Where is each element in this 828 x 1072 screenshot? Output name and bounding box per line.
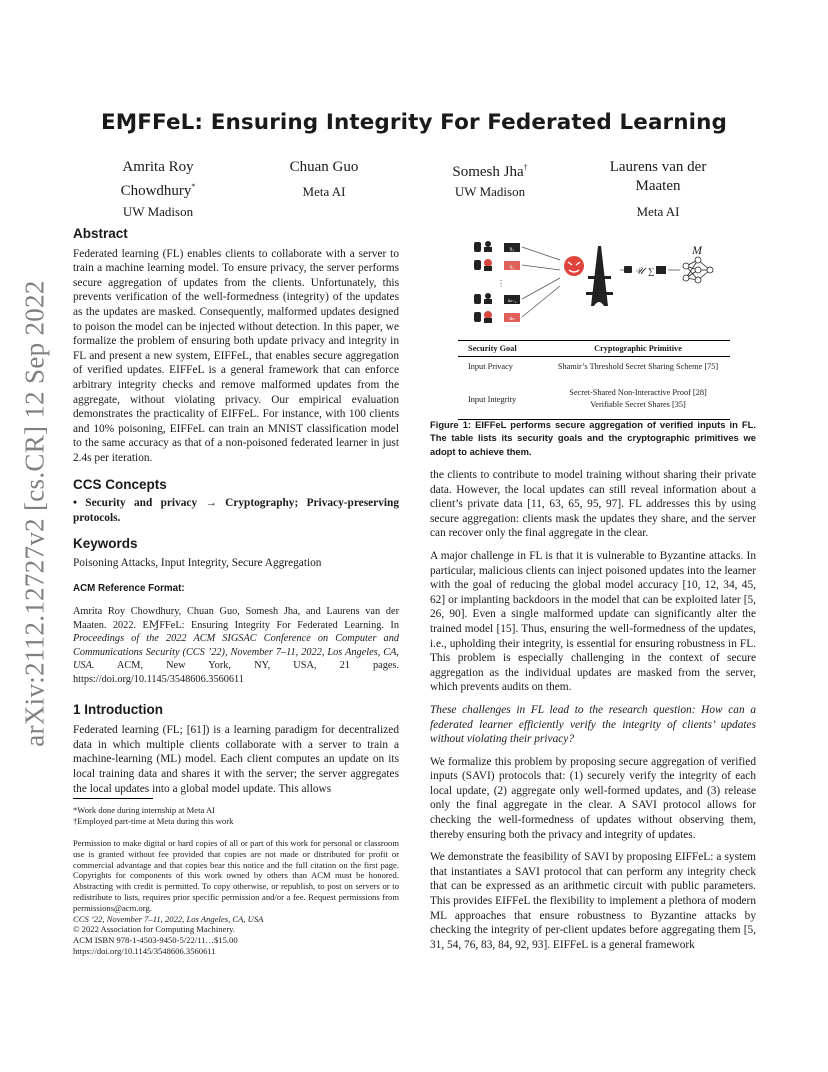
permission-isbn: ACM ISBN 978-1-4503-9450-5/22/11…$15.00 — [73, 935, 238, 946]
database-icon — [474, 260, 481, 270]
footnote-rule — [73, 798, 153, 799]
author-4 — [592, 158, 724, 196]
footnote-1: *Work done during internship at Meta AI — [73, 805, 216, 815]
malicious-server-icon — [564, 256, 584, 276]
introduction-heading: 1 Introduction — [73, 701, 163, 717]
ellipsis: ⋮ — [497, 279, 505, 288]
model-label: M — [692, 243, 702, 257]
author-3-footnote-mark: † — [523, 163, 528, 172]
footnotes — [73, 805, 399, 827]
client-n-group — [474, 311, 520, 323]
permission-block — [73, 838, 399, 957]
arxiv-identifier: arXiv:2112.12727v2 [cs.CR] 12 Sep 2022 — [19, 280, 50, 747]
ccs-heading: CCS Concepts — [73, 476, 167, 492]
author-4-affiliation: Meta AI — [636, 204, 680, 219]
lock-icon — [624, 266, 632, 273]
table-header: Cryptographic Primitive — [594, 343, 682, 353]
abstract-text: Federated learning (FL) enables clients to collaborate with a server to train a machine learning model. To ensure privacy, the server performs secure aggregation of updates from the clients. Unfortunately, this prevents verification of the well-formedness (integrity) of the updates as the updates are masked. Consequently, malformed updates designed to poison the model can be injected without detection. In this paper, we formalize the problem of ensuring both update privacy and integrity in FL and present a new system, EIFFeL, that enables secure aggregation of verified updates. EIFFeL is a general framework that can enforce arbitrary integrity checks and remove malformed updates from the aggregate, without violating privacy. Our empirical evaluation demonstrates the practicality of EIFFeL. For instance, with 100 clients and 10% poisoning, EIFFeL can train an MNIST classification model to the same accuracy as that of a non-poisoned federated learner in just 2.4s per iteration. — [73, 247, 399, 464]
author-3-name: Somesh Jha — [452, 164, 524, 180]
client-2-group — [474, 259, 520, 271]
aggregate-group — [624, 266, 666, 277]
author-2-affiliation: Meta AI — [302, 184, 346, 199]
table-row — [458, 381, 730, 419]
table-header-row — [458, 341, 730, 356]
table-cell-line: Secret-Shared Non-Interactive Proof [28] — [569, 388, 707, 398]
acm-ref-text-b: Proceedings of the 2022 ACM SIGSAC Conference on Computer and Communications Security (CCS ’22), November 7–11, 2022, Los Angeles, CA, USA. — [73, 633, 399, 672]
devil-icon — [484, 259, 492, 267]
update-label-n: uₙ — [509, 316, 515, 322]
abstract-heading: Abstract — [73, 226, 128, 241]
table-cell: Shamir’s Threshold Secret Sharing Scheme [75] — [557, 362, 719, 372]
author-1-affiliation: UW Madison — [122, 204, 194, 219]
table-cell-line: Verifiable Secret Shares [35] — [590, 400, 686, 410]
client-1-group — [474, 241, 520, 253]
author-3 — [428, 158, 552, 182]
left-column — [73, 227, 399, 804]
introduction-text: Federated learning (FL; [61]) is a learning paradigm for decentralized data in which multiple clients collaborate with a server to train a machine-learning (ML) model. Each client computes an update on its local training data and shares it with the server; the server aggregates the local updates into a global model update. This allows — [73, 724, 399, 795]
author-3-affiliation: UW Madison — [454, 184, 526, 199]
paper-title: EⱮFFeL: Ensuring Integrity For Federated Learning — [100, 110, 728, 135]
figure-1-svg — [470, 236, 730, 336]
neural-network-icon — [683, 257, 713, 283]
database-icon — [474, 242, 481, 252]
figure-1-diagram — [470, 236, 730, 336]
acm-ref-text-c: ACM, New York, NY, USA, 21 pages. https://doi.org/10.1145/3548606.3560611 — [73, 660, 399, 686]
eiffel-tower-icon — [586, 246, 613, 306]
author-1-footnote-mark: * — [191, 182, 196, 191]
table-header: Security Goal — [468, 343, 517, 353]
acm-ref-text — [73, 605, 399, 687]
author-1-name-line2: Chowdhury — [120, 183, 192, 199]
table-row — [458, 356, 730, 381]
author-4-name-line2: Maaten — [635, 178, 681, 194]
paragraph-3: These challenges in FL lead to the research question: How can a federated learner efficiently verify the integrity of clients’ updates without violating their privacy? — [430, 703, 756, 746]
author-1 — [96, 158, 220, 201]
permission-doi: https://doi.org/10.1145/3548606.3560611 — [73, 945, 216, 956]
figure-1-table — [458, 340, 730, 420]
author-2-name: Chuan Guo — [289, 159, 359, 175]
update-label-1: u₁ — [509, 246, 515, 253]
author-1-name-line1: Amrita Roy — [122, 159, 194, 175]
paragraph-4: We formalize this problem by proposing secure aggregation of verified inputs (SAVI) protocols that: (1) securely verify the integrity of each local update, (2) aggregate only well-formed updates, and (3) release only the final aggregate in the clear. A SAVI protocol allows for checking the well-formedness of updates without observing them, thereby ensuring both the privacy and integrity of updates. — [430, 755, 756, 841]
client-n-1-group — [474, 293, 520, 304]
update-label-n-1: uₙ₋₁ — [507, 299, 517, 304]
paragraph-1: the clients to contribute to model training without sharing their private data. However, the local updates can still reveal information about a client’s private data [11, 63, 65, 95, 97]. FL addresses this by using secure aggregation: clients mask the updates they share, and the server can recover only the final aggregate in the clear. — [430, 469, 756, 540]
keywords-text: Poisoning Attacks, Input Integrity, Secure Aggregation — [73, 556, 322, 569]
database-icon — [474, 312, 481, 322]
permission-text: Permission to make digital or hard copies of all or part of this work for personal or classroom use is granted without fee provided that copies are not made or distributed for profit or commercial advantage and that copies bear this notice and the full citation on the first page. Copyrights for components of this work owned by others than ACM must be honored. Abstracting with credit is permitted. To copy otherwise, or republish, to post on servers or to redistribute to lists, requires prior specific permission and/or a fee. Request permissions from permissions@acm.org. — [73, 838, 399, 913]
database-icon — [474, 294, 481, 304]
figure-1-caption: Figure 1: EIFFeL performs secure aggregation of verified inputs in FL. The table lists its security goals and the cryptographic primitives we adopt to achieve them. — [430, 419, 756, 457]
right-column — [430, 468, 756, 960]
person-icon — [485, 241, 491, 247]
table-cell: Input Privacy — [468, 362, 513, 372]
table-cell — [546, 381, 730, 419]
permission-venue: CCS ’22, November 7–11, 2022, Los Angeles, CA, USA — [73, 913, 264, 924]
devil-icon — [484, 311, 492, 319]
person-icon — [485, 293, 491, 299]
update-label-2: u₂ — [509, 264, 515, 271]
sum-symbol: ∑ — [648, 266, 655, 276]
keywords-heading: Keywords — [73, 536, 138, 552]
permission-copyright: © 2022 Association for Computing Machinery. — [73, 924, 236, 935]
author-4-name-line1: Laurens van der — [609, 159, 707, 175]
paragraph-5: We demonstrate the feasibility of SAVI by proposing EIFFeL: a system that instantiates a SAVI protocol that can perform any integrity check that can be expressed as an arithmetic circuit with public parameters. This provides EIFFeL the flexibility to implement a plethora of modern ML approaches that ensure robustness to Byzantine attacks by checking the integrity of per-client updates before aggregating them [5, 31, 54, 76, 83, 84, 92, 93]. EIFFeL is a general framework — [430, 851, 756, 951]
svg-text:𝒰: 𝒰 — [635, 266, 644, 277]
acm-ref-text-a: Amrita Roy Chowdhury, Chuan Guo, Somesh Jha, and Laurens van der Maaten. 2022. EⱮFFeL: Ensuring Integrity For Federated Learning. In — [73, 606, 399, 631]
table-cell: Input Integrity — [468, 394, 517, 404]
paragraph-2: A major challenge in FL is that it is vulnerable to Byzantine attacks. In particular, malicious clients can inject poisoned updates into the learner with the goal of reducing the global model accuracy [10, 12, 34, 45, 62] or implanting backdoors in the model that can be exploited later [5, 26, 90]. Even a single malformed update can significantly alter the trained model [15]. Thus, ensuring the well-formedness of the updates, i.e., upholding their integrity, is essential for ensuring robustness in FL. This problem is especially challenging in the context of secure aggregation as the individual updates are masked from the server, which prevents audits on them. — [430, 549, 756, 694]
acm-ref-heading: ACM Reference Format: — [73, 583, 185, 595]
ccs-text: • Security and privacy → Cryptography; Privacy-preserving protocols. — [73, 497, 399, 524]
footnote-2: †Employed part-time at Meta during this work — [73, 815, 234, 826]
